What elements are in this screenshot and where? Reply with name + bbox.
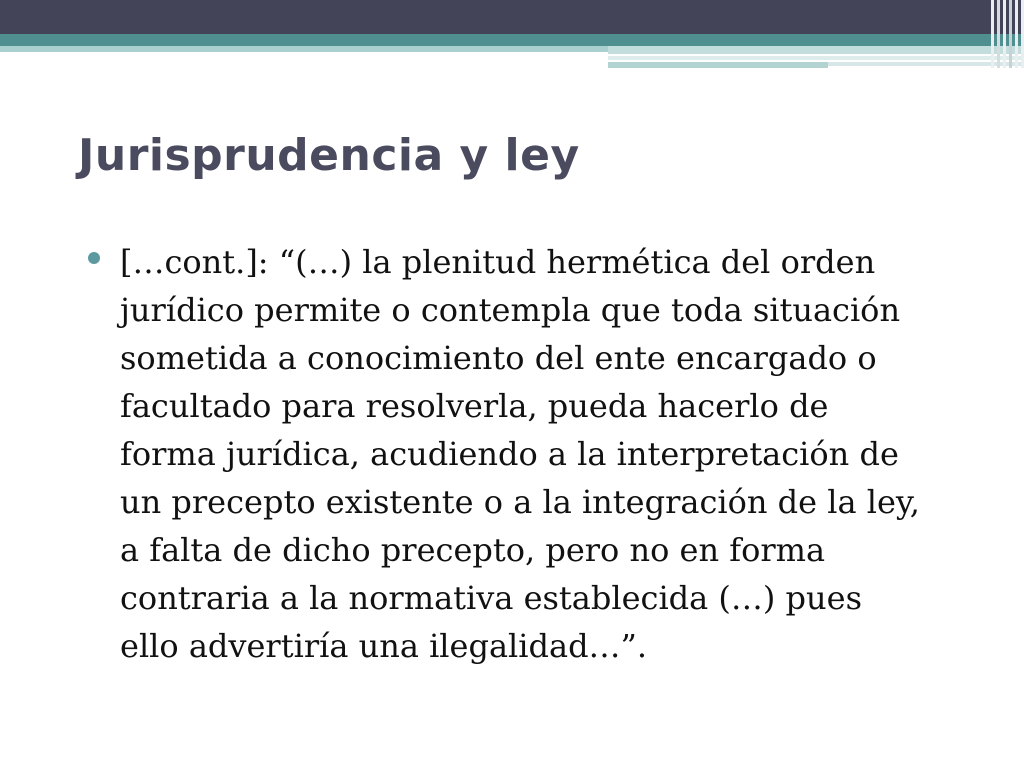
header-accent-band	[608, 56, 1024, 60]
bullet-text-line: un precepto existente o a la integración de la ley,	[120, 483, 920, 521]
bullet-text-line: […cont.]: “(…) la plenitud hermética del orden	[120, 243, 876, 281]
header-vertical-stripes	[990, 0, 1024, 68]
header-dark-bar	[0, 0, 1024, 34]
bullet-text-line: sometida a conocimiento del ente encargado o	[120, 339, 877, 377]
bullet-text-line: jurídico permite o contempla que toda situación	[120, 291, 901, 329]
bullet-text-line: facultado para resolverla, pueda hacerlo de	[120, 387, 829, 425]
bullet-text-line: a falta de dicho precepto, pero no en forma	[120, 531, 826, 569]
slide-title: Jurisprudencia y ley	[78, 130, 580, 181]
header-light-teal-bar	[0, 46, 608, 52]
bullet-item	[88, 238, 988, 670]
header-teal-bar	[0, 34, 1024, 46]
bullet-text-line: forma jurídica, acudiendo a la interpretación de	[120, 435, 899, 473]
slide-body	[88, 238, 988, 670]
bullet-text-line: contraria a la normativa establecida (…) pues	[120, 579, 862, 617]
header-accent-band	[608, 46, 1024, 54]
bullet-text-line: ello advertiría una ilegalidad…”.	[120, 627, 648, 665]
header-accent-band	[608, 62, 828, 68]
bullet-dot-icon	[88, 252, 100, 264]
